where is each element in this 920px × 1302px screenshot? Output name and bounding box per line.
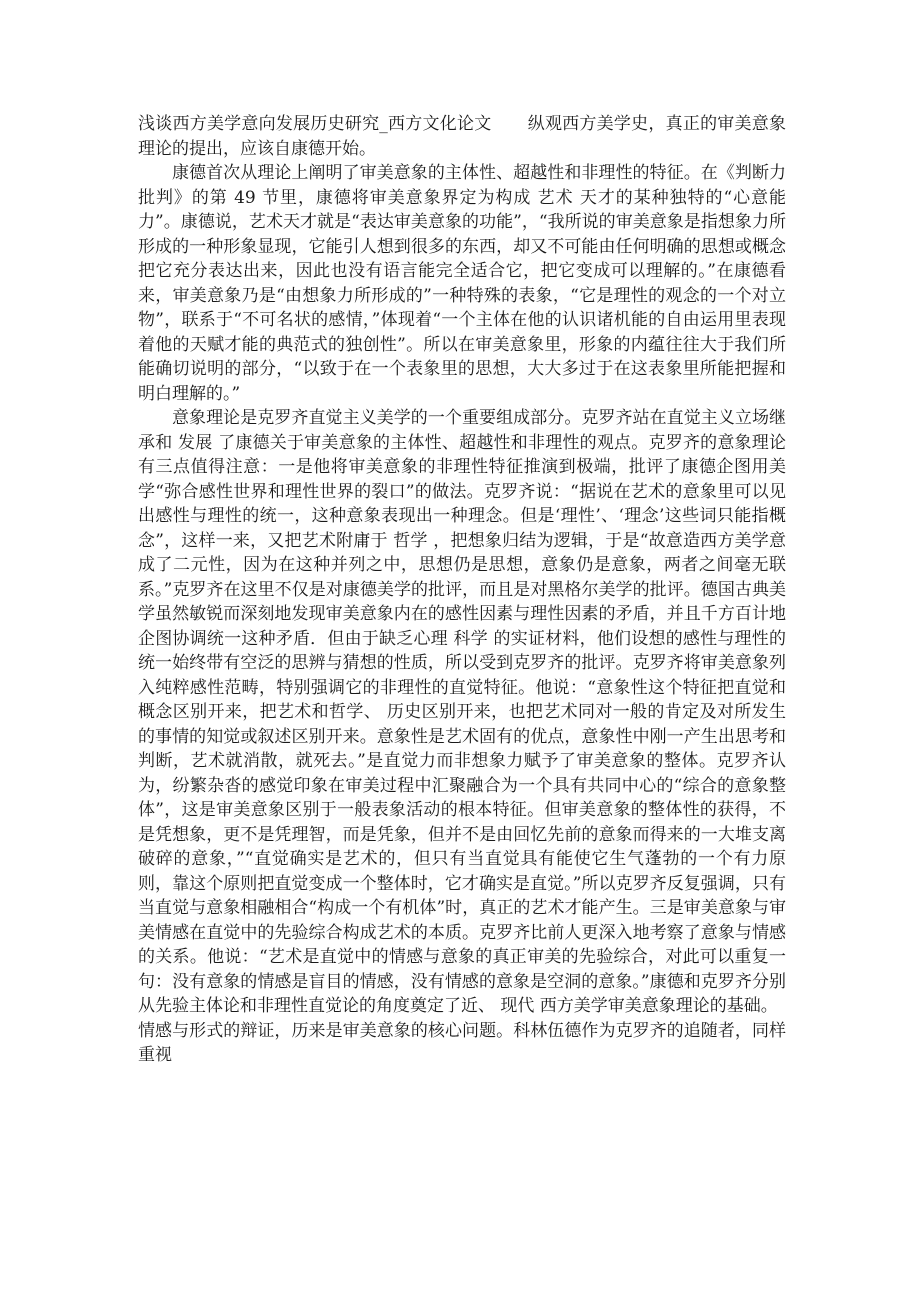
paragraph-collingwood: 情感与形式的辩证，历来是审美意象的核心问题。科林伍德作为克罗齐的追随者，同样重视 [138, 1020, 786, 1065]
document-opening [138, 112, 786, 161]
document-title: 浅谈西方美学意向发展历史研究_西方文化论文 [138, 114, 492, 134]
document-page [138, 112, 786, 1068]
document-intro: 纵观西方美学史，真正的审美意象理论的提出，应该自康德开始。 [138, 114, 787, 159]
paragraph-kant: 康德首次从理论上阐明了审美意象的主体性、超越性和非理性的特征。在《判断力批判》的第 49 节里，康德将审美意象界定为构成 艺术 天才的某种独特的“心意能力”。康德说，艺术天才就是“表达审美意象的功能”，“我所说的审美意象是指想象力所形成的一种形象显现，它能引人想到很多的东西，却又不可能由任何明确的思想或概念把它充分表达出来，因此也没有语言能完全适合它，把它变成可以理解的。”在康德看来，审美意象乃是“由想象力所形成的”一种特殊的表象，“它是理性的观念的一个对立物”，联系于“不可名状的感情，”体现着“一个主体在他的认识诸机能的自由运用里表现着他的天赋才能的典范式的独创性”。所以在审美意象里，形象的内蕴往往大于我们所能确切说明的部分，“以致于在一个表象里的思想，大大多过于在这表象里所能把握和明白理解的。” [138, 163, 786, 404]
paragraph-croce: 意象理论是克罗齐直觉主义美学的一个重要组成部分。克罗齐站在直觉主义立场继承和 发展 了康德关于审美意象的主体性、超越性和非理性的观点。克罗齐的意象理论有三点值得注意：一是他将审美意象的非理性特征推演到极端，批评了康德企图用美学“弥合感性世界和理性世界的裂口”的做法。克罗齐说：“据说在艺术的意象里可以见出感性与理性的统一，这种意象表现出一种理念。但是‘理性’、‘理念’这些词只能指概念”，这样一来，又把艺术附庸于 哲学 ，把想象归结为逻辑，于是“故意造西方美学意成了二元性，因为在这种并列之中，思想仍是思想，意象仍是意象，两者之间毫无联系。”克罗齐在这里不仅是对康德美学的批评，而且是对黑格尔美学的批评。德国古典美学虽然敏锐而深刻地发现审美意象内在的感性因素与理性因素的矛盾，并且千方百计地企图协调统一这种矛盾．但由于缺乏心理 科学 的实证材料，他们设想的感性与理性的统一始终带有空泛的思辨与猜想的性质，所以受到克罗齐的批评。克罗齐将审美意象列入纯粹感性范畴，特别强调它的非理性的直觉特征。他说：“意象性这个特征把直觉和概念区别开来，把艺术和哲学、 历史区别开来，也把艺术同对一般的肯定及对所发生的事情的知觉或叙述区别开来。意象性是艺术固有的优点，意象性中刚一产生出思考和判断，艺术就消散，就死去。”是直觉力而非想象力赋予了审美意象的整体。克罗齐认为，纷繁杂沓的感觉印象在审美过程中汇聚融合为一个具有共同中心的“综合的意象整体”，这是审美意象区别于一般表象活动的根本特征。但审美意象的整体性的获得，不是凭想象，更不是凭理智，而是凭象，但并不是由回忆先前的意象而得来的一大堆支离破碎的意象，”“直觉确实是艺术的，但只有当直觉具有能使它生气蓬勃的一个有力原则，靠这个原则把直觉变成一个整体时，它才确实是直觉。”所以克罗齐反复强调，只有当直觉与意象相融相合“构成一个有机体”时，真正的艺术才能产生。三是审美意象与审美情感在直觉中的先验综合构成艺术的本质。克罗齐比前人更深入地考察了意象与情感的关系。他说：“艺术是直觉中的情感与意象的真正审美的先验综合，对此可以重复一句：没有意象的情感是盲目的情感，没有情感的意象是空洞的意象。”康德和克罗齐分别从先验主体论和非理性直觉论的角度奠定了近、 现代 西方美学审美意象理论的基础。 [138, 408, 786, 1016]
